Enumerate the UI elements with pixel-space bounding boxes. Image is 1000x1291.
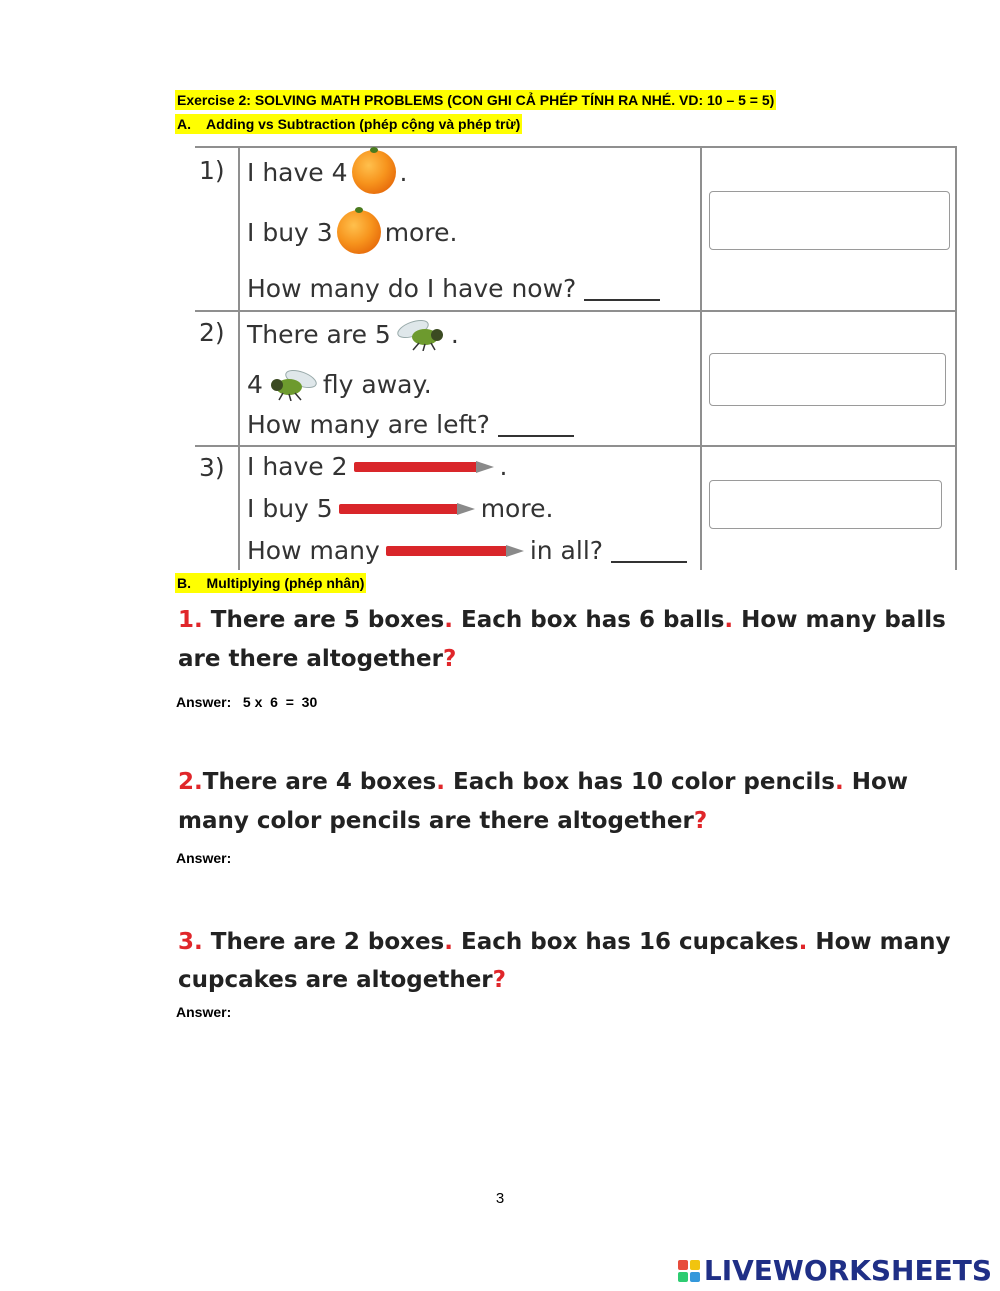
problem-3-line-2: I buy 5 more.	[247, 494, 554, 523]
section-b-title: B. Multiplying (phép nhân)	[177, 575, 365, 591]
liveworksheets-logo	[678, 1254, 992, 1287]
problem-1-number: 1)	[199, 156, 225, 185]
question-2-line-2: many color pencils are there altogether?	[178, 808, 708, 834]
problem-3-number: 3)	[199, 453, 225, 482]
section-a-title: A. Adding vs Subtraction (phép cộng và phép trừ)	[177, 116, 521, 132]
answer-box-1[interactable]	[709, 191, 950, 250]
section-a-table	[195, 146, 957, 570]
problem-2-number: 2)	[199, 318, 225, 347]
problem-3-line-3: How many in all?	[247, 536, 687, 565]
problem-1-line-2: I buy 3 more.	[247, 208, 457, 256]
question-1-line-2: are there altogether?	[178, 646, 457, 672]
logo-text: LIVEWORKSHEETS	[703, 1254, 992, 1287]
problem-3-line-1: I have 2 .	[247, 452, 508, 481]
problem-1-line-1: I have 4 .	[247, 148, 407, 196]
answer-blank	[584, 277, 660, 301]
question-2-line-1: 2.There are 4 boxes. Each box has 10 color pencils. How	[178, 769, 909, 795]
problem-2-line-3: How many are left?	[247, 410, 574, 439]
answer-blank	[498, 413, 574, 437]
fly-icon	[267, 367, 319, 401]
problem-1-line-3: How many do I have now?	[247, 274, 660, 303]
answer-box-3[interactable]	[709, 480, 942, 529]
pencil-icon	[339, 504, 475, 514]
fly-icon	[395, 317, 447, 351]
answer-1: Answer: 5 x 6 = 30	[176, 694, 318, 710]
page-number: 3	[495, 1190, 505, 1207]
exercise-title: Exercise 2: SOLVING MATH PROBLEMS (CON GHI CẢ PHÉP TÍNH RA NHÉ. VD: 10 – 5 = 5)	[177, 92, 775, 108]
orange-icon	[337, 210, 381, 254]
question-3-line-1: 3. There are 2 boxes. Each box has 16 cupcakes. How many	[178, 929, 951, 955]
pencil-icon	[354, 462, 494, 472]
problem-2-line-2: 4 fly away.	[247, 364, 432, 404]
answer-1-value: 5 x 6 = 30	[242, 694, 318, 710]
question-1-line-1: 1. There are 5 boxes. Each box has 6 balls. How many balls	[178, 607, 946, 633]
answer-2: Answer:	[176, 850, 232, 866]
pencil-icon	[386, 546, 524, 556]
orange-icon	[352, 150, 396, 194]
question-3-line-2: cupcakes are altogether?	[178, 967, 506, 993]
problem-2-line-1: There are 5 .	[247, 314, 459, 354]
answer-3: Answer:	[176, 1004, 232, 1020]
logo-icon	[678, 1260, 700, 1282]
answer-box-2[interactable]	[709, 353, 946, 406]
answer-blank	[611, 539, 687, 563]
